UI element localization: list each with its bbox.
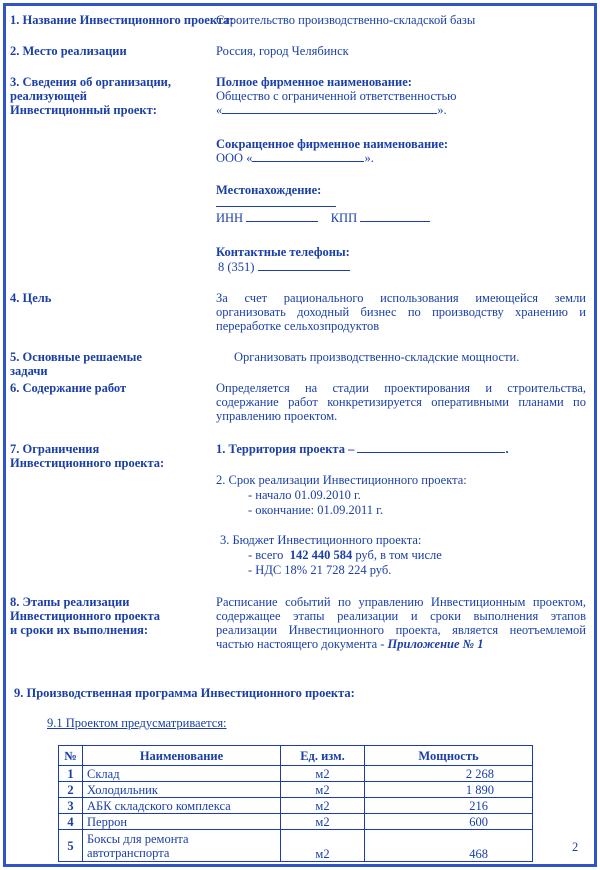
inn-kpp-field: ИНН КПП (216, 211, 430, 225)
goal-text: За счет рационального использования имеющейся земли организовать доходный бизнес по производству хранению и переработке сельхозпродуктов (216, 291, 586, 333)
shortname-heading: Сокращенное фирменное наименование: (216, 137, 449, 151)
program-heading: 9. Производственная программа Инвестиционного проекта: (14, 686, 355, 700)
table-row: 5 Боксы для ремонта автотранспорта м2 468 (59, 830, 533, 862)
phone-field: 8 (351) (218, 260, 350, 274)
works-label: 6. Содержание работ (10, 381, 127, 395)
col-unit-header: Ед. изм. (281, 746, 365, 766)
table-row: 3 АБК складского комплекса м2 216 (59, 798, 533, 814)
tasks-text: Организовать производственно-складские мощности. (234, 350, 520, 364)
table-header-row (59, 746, 533, 766)
fullname-heading: Полное фирменное наименование: (216, 75, 412, 89)
shortname-field: ООО « ». (216, 151, 374, 165)
location-value: Россия, город Челябинск (216, 44, 349, 58)
territory-field: 1. Территория проекта – . (216, 442, 509, 456)
row2-label: 2. Место реализации (10, 44, 127, 58)
budget-heading: 3. Бюджет Инвестиционного проекта: (220, 533, 422, 547)
fullname-text: Общество с ограниченной ответственностью (216, 89, 457, 103)
limits-label: 7. Ограничения Инвестиционного проекта: (10, 442, 165, 470)
location-blank (216, 196, 336, 210)
col-number-header: № (59, 746, 83, 766)
table-row: 4 Перрон м2 600 (59, 814, 533, 830)
table-row: 1 Склад м2 2 268 (59, 766, 533, 782)
stages-label: 8. Этапы реализации Инвестиционного проекта и сроки их выполнения: (10, 595, 161, 637)
org-label: 3. Сведения об организации, реализующей Инвестиционный проект: (10, 75, 171, 117)
budget-vat: - НДС 18% 21 728 224 руб. (248, 563, 392, 577)
stages-text: Расписание событий по управлению Инвестиционным проектом, содержащее этапы реализации и сроки выполнения этапов реализации Инвестиционного проекта, является неотъемлемой частью настоящего документа - Приложение № 1 (216, 595, 586, 651)
works-text: Определяется на стадии проектирования и строительства, содержание работ конкретизируется оперативными планами по управлению проектом. (216, 381, 586, 423)
location-heading: Местонахождение: (216, 183, 322, 197)
tasks-label: 5. Основные решаемые задачи (10, 350, 142, 378)
budget-total: - всего 142 440 584 руб, в том числе (248, 548, 442, 562)
goal-label: 4. Цель (10, 291, 52, 305)
capacity-table (58, 745, 533, 862)
page-number: 2 (572, 840, 579, 854)
term-start: - начало 01.09.2010 г. (248, 488, 361, 502)
col-name-header: Наименование (83, 746, 281, 766)
project-name: Строительство производственно-складской базы (216, 13, 476, 27)
phones-heading: Контактные телефоны: (216, 245, 350, 259)
fullname-field: « ». (216, 103, 447, 117)
row1-label: 1. Название Инвестиционного проекта: (10, 13, 234, 27)
term-end: - окончание: 01.09.2011 г. (248, 503, 384, 517)
term-heading: 2. Срок реализации Инвестиционного проекта: (216, 473, 467, 487)
table-row: 2 Холодильник м2 1 890 (59, 782, 533, 798)
page-frame (3, 3, 597, 867)
col-capacity-header: Мощность (365, 746, 533, 766)
program-subheading: 9.1 Проектом предусматривается: (47, 716, 227, 730)
